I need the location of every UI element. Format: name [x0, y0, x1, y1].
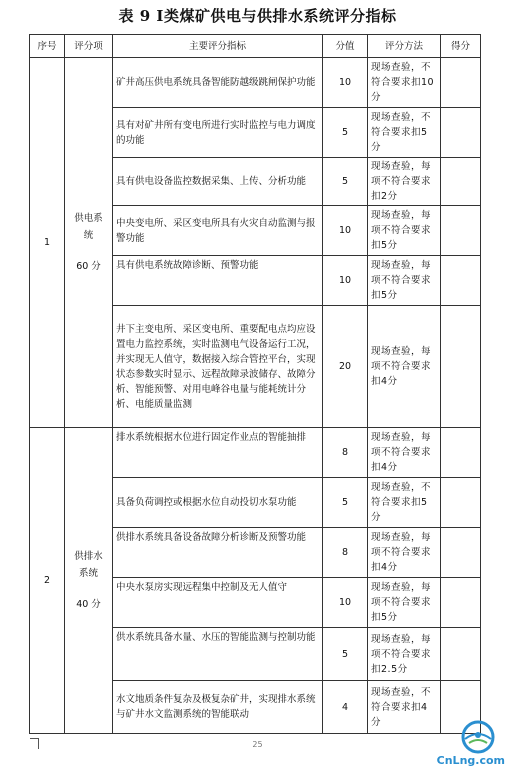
indicator-cell: 供水系统具备水量、水压的智能监测与控制功能 — [113, 628, 323, 681]
got-cell[interactable] — [441, 478, 481, 528]
indicator-cell: 井下主变电所、采区变电所、重要配电点均应设置电力监控系统，实时监测电气设备运行工况，并实现无人值守，数据接入综合管控平台，实现状态参数实时显示、远程故障录波储存、故障分析、智能预警、对用电峰谷电量与能耗统计分析、电能质量监测 — [113, 306, 323, 428]
indicator-cell: 排水系统根据水位进行固定作业点的智能抽排 — [113, 428, 323, 478]
score-cell: 5 — [323, 108, 368, 158]
indicator-cell: 具有对矿井所有变电所进行实时监控与电力调度的功能 — [113, 108, 323, 158]
category-name: 供排水系统 — [74, 551, 103, 579]
method-cell: 现场查验，每项不符合要求扣4分 — [368, 306, 441, 428]
score-cell: 10 — [323, 58, 368, 108]
got-cell[interactable] — [441, 158, 481, 206]
category-name: 供电系统 — [74, 213, 103, 241]
indicator-cell: 水文地质条件复杂及极复杂矿井，实现排水系统与矿井水文监测系统的智能联动 — [113, 681, 323, 734]
got-cell[interactable] — [441, 528, 481, 578]
score-cell: 20 — [323, 306, 368, 428]
method-cell: 现场查验，每项不符合要求扣4分 — [368, 428, 441, 478]
group-category — [65, 58, 113, 428]
table-row — [30, 58, 481, 108]
score-cell: 5 — [323, 158, 368, 206]
score-cell: 8 — [323, 528, 368, 578]
method-cell: 现场查验，不符合要求扣5分 — [368, 108, 441, 158]
indicator-cell: 中央水泵房实现远程集中控制及无人值守 — [113, 578, 323, 628]
category-points: 40 分 — [76, 599, 101, 610]
page-number: 25 — [252, 740, 263, 749]
method-cell: 现场查验，每项不符合要求扣2.5分 — [368, 628, 441, 681]
indicator-cell: 具有供电系统故障诊断、预警功能 — [113, 256, 323, 306]
got-cell[interactable] — [441, 206, 481, 256]
got-cell[interactable] — [441, 58, 481, 108]
group-number: 1 — [30, 58, 65, 428]
method-cell: 现场查验，每项不符合要求扣5分 — [368, 256, 441, 306]
method-cell: 现场查验，不符合要求扣4分 — [368, 681, 441, 734]
score-cell: 10 — [323, 206, 368, 256]
header-category: 评分项 — [65, 35, 113, 58]
indicator-cell: 中央变电所、采区变电所具有火灾自动监测与报警功能 — [113, 206, 323, 256]
score-cell: 8 — [323, 428, 368, 478]
method-cell: 现场查验，每项不符合要求扣4分 — [368, 528, 441, 578]
header-score: 分值 — [323, 35, 368, 58]
got-cell[interactable] — [441, 256, 481, 306]
watermark-text: CnLng.com — [436, 754, 505, 767]
method-cell: 现场查验，每项不符合要求扣5分 — [368, 206, 441, 256]
score-cell: 5 — [323, 478, 368, 528]
indicator-cell: 供排水系统具备设备故障分析诊断及预警功能 — [113, 528, 323, 578]
indicator-cell: 矿井高压供电系统具备智能防越级跳闸保护功能 — [113, 58, 323, 108]
header-no: 序号 — [30, 35, 65, 58]
header-row — [30, 35, 481, 58]
method-cell: 现场查验，不符合要求扣5分 — [368, 478, 441, 528]
table-row — [30, 428, 481, 478]
group-number: 2 — [30, 428, 65, 734]
header-method: 评分方法 — [368, 35, 441, 58]
got-cell[interactable] — [441, 306, 481, 428]
table-title: 表 9 Ⅰ类煤矿供电与供排水系统评分指标 — [118, 7, 397, 25]
header-indicator: 主要评分指标 — [113, 35, 323, 58]
method-cell: 现场查验，每项不符合要求扣2分 — [368, 158, 441, 206]
score-cell: 5 — [323, 628, 368, 681]
got-cell[interactable] — [441, 578, 481, 628]
group-category — [65, 428, 113, 734]
score-cell: 10 — [323, 256, 368, 306]
got-cell[interactable] — [441, 428, 481, 478]
category-points: 60 分 — [76, 261, 101, 272]
header-got: 得分 — [441, 35, 481, 58]
indicator-cell: 具有供电设备监控数据采集、上传、分析功能 — [113, 158, 323, 206]
got-cell[interactable] — [441, 628, 481, 681]
method-cell: 现场查验，不符合要求扣10分 — [368, 58, 441, 108]
indicator-cell: 具备负荷调控或根据水位自动投切水泵功能 — [113, 478, 323, 528]
scoring-table — [29, 34, 481, 734]
got-cell[interactable] — [441, 108, 481, 158]
score-cell: 10 — [323, 578, 368, 628]
method-cell: 现场查验，每项不符合要求扣5分 — [368, 578, 441, 628]
score-cell: 4 — [323, 681, 368, 734]
